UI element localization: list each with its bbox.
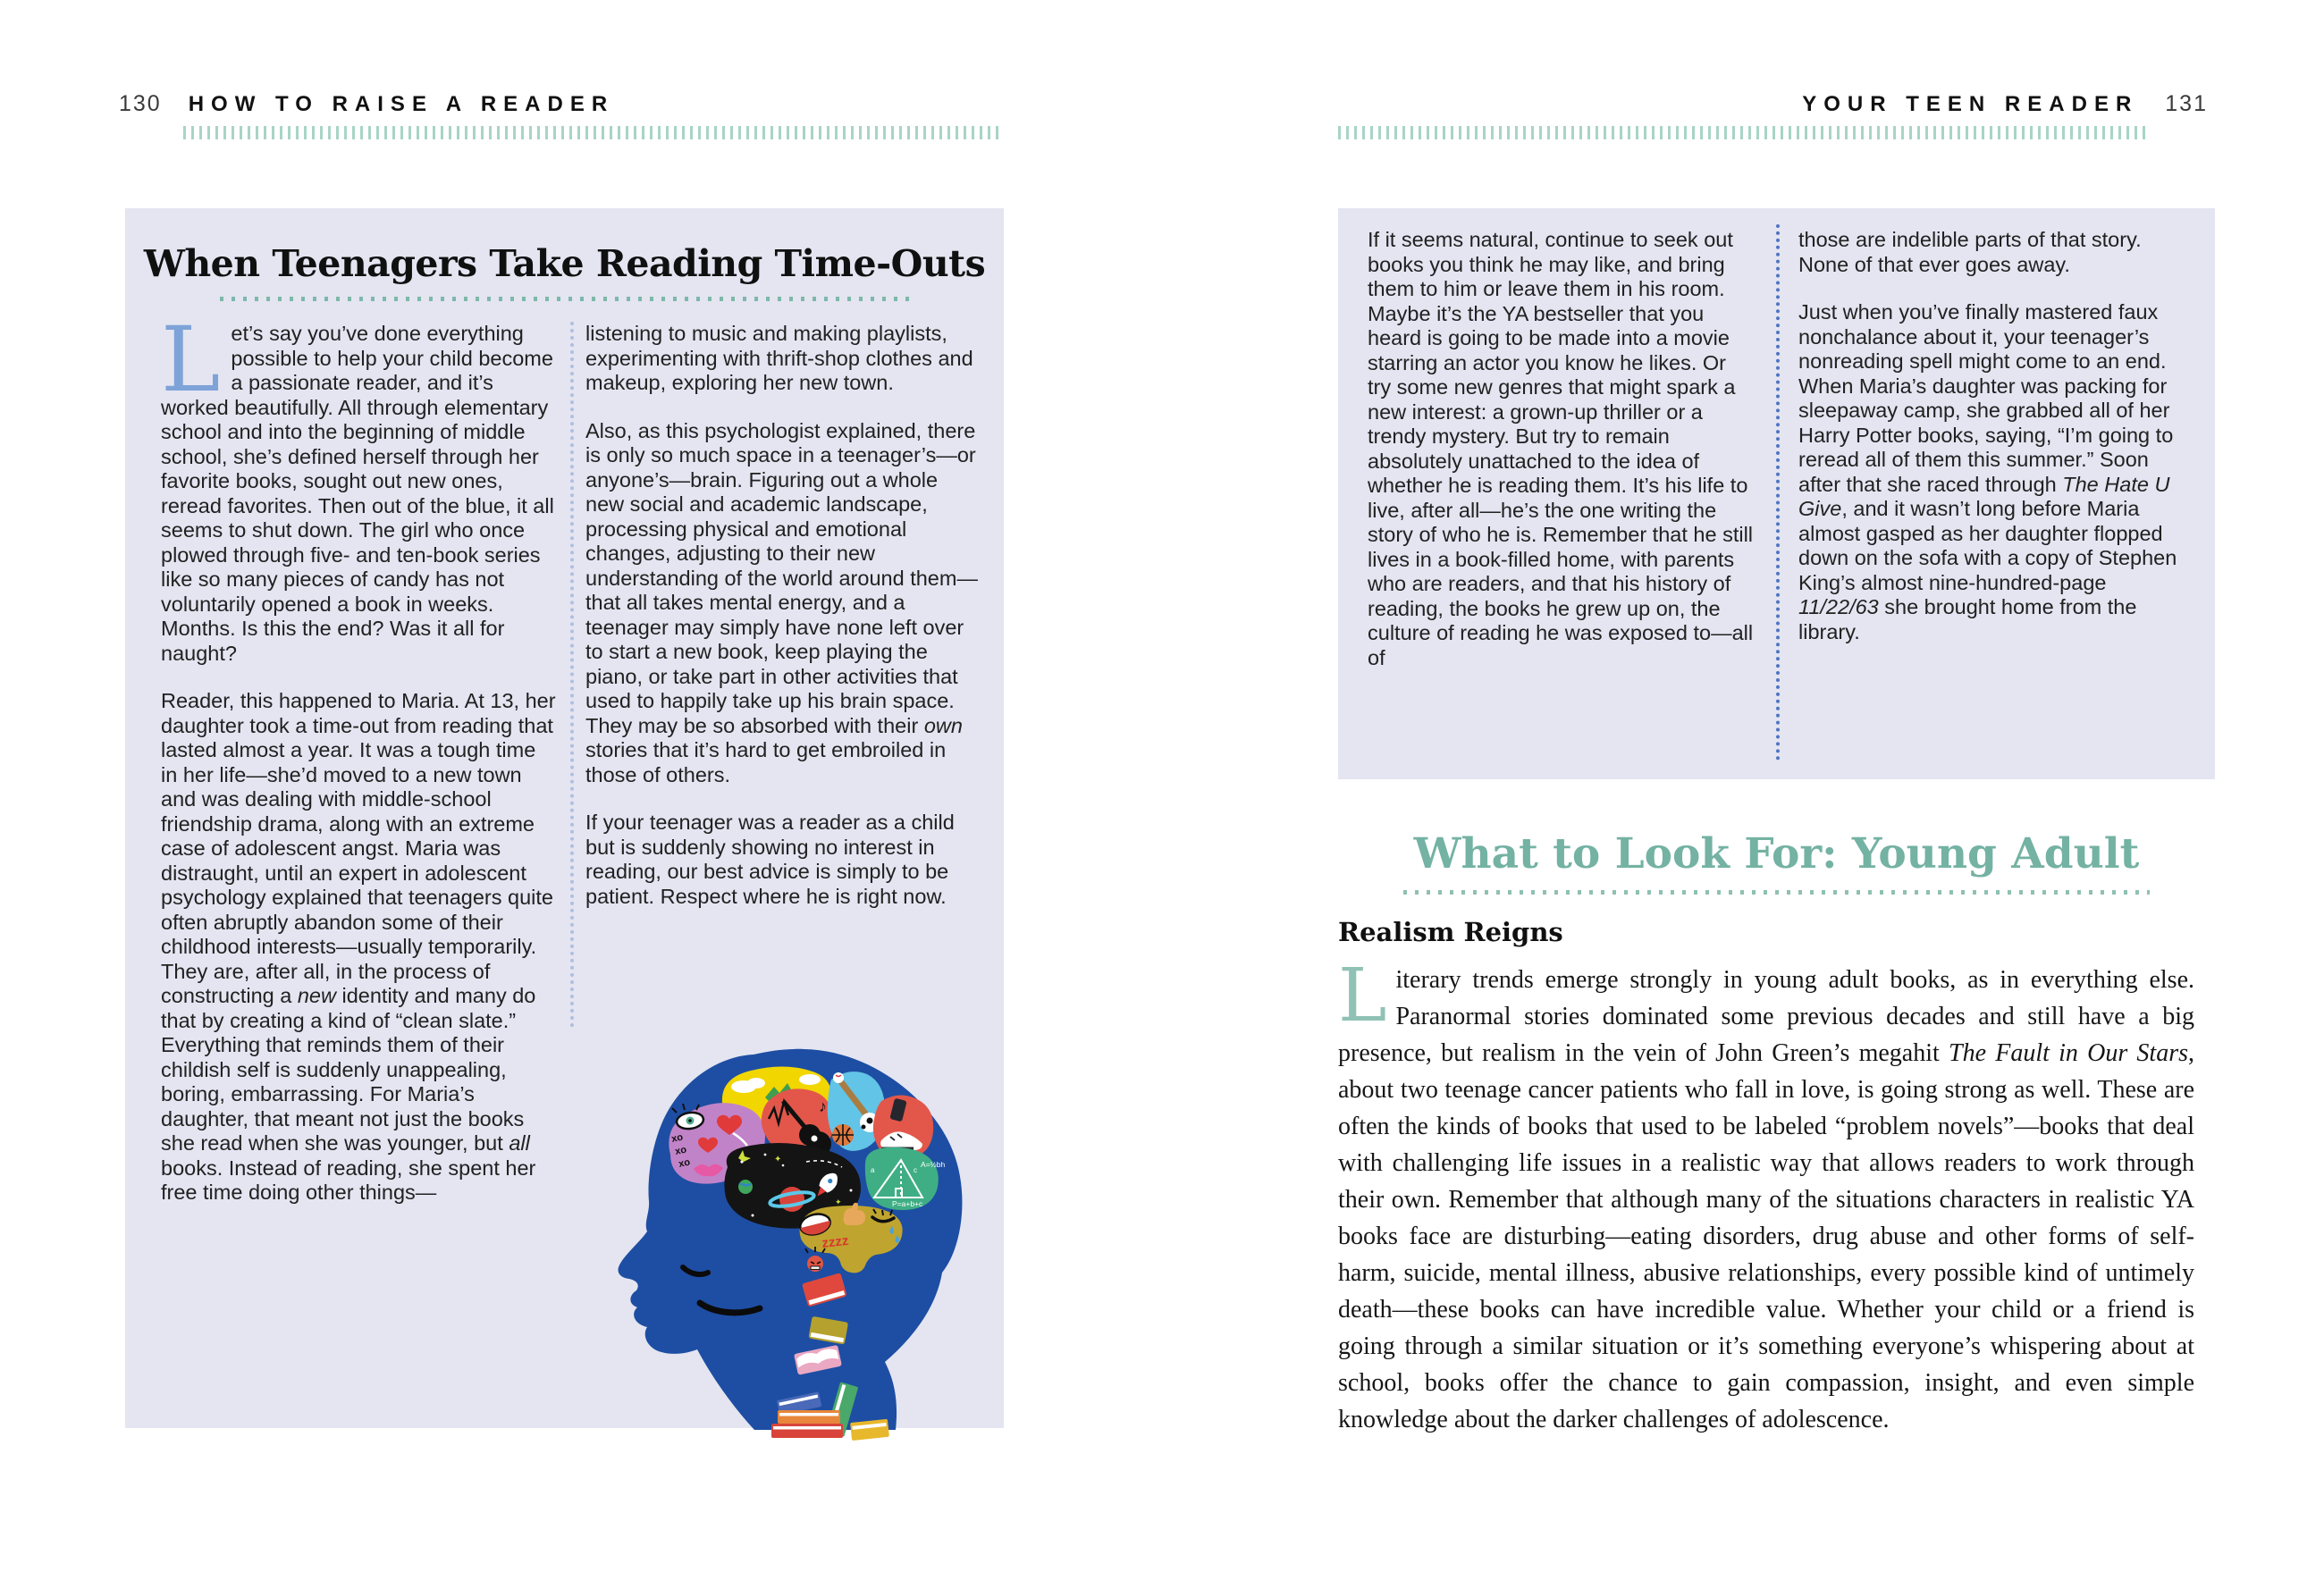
running-head-left-title: HOW TO RAISE A READER xyxy=(188,92,615,116)
paragraph-text: iterary trends emerge strongly in young adult books, as in everything else. Paranormal stories dominated some previous decades and still have a big presence, but realism in the vein of John Green’s megahit The Fault in Our Stars, about two teenage cancer patients who fall in love, is going strong as well. These are often the kinds of books that used to be labeled “problem novels”—books that deal with challenging life issues in a realistic way that allows readers to work through their own. Remember that although many of the situations characters in realistic YA books face are disturbing—eating disorders, drug abuse and other forms of self-harm, suicide, mental illness, abusive relationships, every possible kind of untimely death—these books can have incredible value. Whether your child or a friend is going through a similar situation or it’s something everyone’s whispering about at school, books offer the chance to gain compassion, insight, and even simple knowledge about the darker challenges of adolescence. xyxy=(1338,966,2195,1433)
paragraph: those are indelible parts of that story. None of that ever goes away. xyxy=(1798,228,2142,276)
tick-rule-right xyxy=(1338,126,2145,139)
left-panel-title-block xyxy=(125,242,1004,302)
baseball-icon xyxy=(833,1072,844,1083)
svg-text:xo: xo xyxy=(674,1144,688,1157)
svg-text:✦: ✦ xyxy=(835,1198,842,1206)
music-note-icon: ♪ xyxy=(819,1097,827,1115)
svg-text:P=a+b+c: P=a+b+c xyxy=(892,1199,923,1208)
earth-icon xyxy=(738,1180,753,1194)
basketball-icon xyxy=(832,1124,854,1146)
right-panel-column-2 xyxy=(1798,228,2185,668)
running-head-left xyxy=(119,91,614,117)
section-dotted-rule xyxy=(1403,889,2150,895)
page-number-left: 130 xyxy=(119,91,162,116)
paragraph-text: et’s say you’ve done everything possible to help your child become a passionate reader, and it’s worked beautifully. All through elementary school and into the beginning of middle school, she’s defined herself through her favorite books, sought out new ones, reread favorites. Then out of the blue, it all seems to shut down. The girl who once plowed through five- and ten-book series like so many pieces of candy has not voluntarily opened a book in weeks. Months. Is this the end? Was it all for naught? xyxy=(161,322,554,665)
left-panel-column-2 xyxy=(585,322,979,932)
xo-doodle: xo xyxy=(670,1131,685,1145)
column-divider-dots-left xyxy=(570,322,574,1028)
section-paragraph xyxy=(1338,954,2195,1438)
zzzz-doodle: zzzz xyxy=(821,1232,850,1251)
right-feature-panel xyxy=(1338,208,2215,779)
paragraph: Also, as this psychologist explained, there is only so much space in a teenager’s—or anyone’s—brain. Figuring out a whole new social and academic landscape, processing physical and emotional changes, adjusting to their new understanding of the world around them—that all takes mental energy, and a teenager may simply have none left over to start a new book, keep playing the piano, or take part in other activities that used to happily take up his brain space. They may be so absorbed with their own stories that it’s hard to get embroiled in those of others. xyxy=(585,418,978,786)
dropcap-letter: L xyxy=(1338,954,1387,1038)
svg-text:✦: ✦ xyxy=(774,1155,782,1164)
running-head-right-title: YOUR TEEN READER xyxy=(1802,92,2139,116)
svg-text:c: c xyxy=(914,1166,917,1174)
subsection-heading: Realism Reigns xyxy=(1338,917,1563,947)
page-number-right: 131 xyxy=(2165,91,2208,116)
left-panel-column-1 xyxy=(161,307,556,1229)
paragraph: Just when you’ve finally mastered faux nonchalance about it, your teenager’s nonreading spell might come to an end. When Maria’s daughter was packing for sleepaway camp, she grabbed all of her Harry Potter books, saying, “I’m going to reread all of them this summer.” Soon after that she raced through The Hate U Give, and it wasn’t long before Maria almost gasped as her daughter flopped down on the sofa with a copy of Stephen King’s almost nine-hundred-page 11/22/63 she brought home from the library. xyxy=(1798,300,2177,643)
teen-head-illustration xyxy=(608,1047,1001,1458)
column-divider-dots-right xyxy=(1776,224,1780,761)
paragraph: Reader, this happened to Maria. At 13, her daughter took a time-out from reading that lasted almost a year. It was a tough time in her life—she’d moved to a new town and was dealing with middle-school friendship drama, along with an extreme case of adolescent angst. Maria was distraught, until an expert in adolescent psychology explained that teenagers quite often abruptly abandon some of their childhood interests—usually temporarily. They are, after all, in the process of constructing a new identity and many do that by creating a kind of “clean slate.” Everything that reminds them of their childish self is suddenly unappealing, boring, embarrassing. For Maria’s daughter, that meant not just the books she read when she was younger, but all books. Instead of reading, she spent her free time doing other things— xyxy=(161,689,556,1204)
paragraph: If your teenager was a reader as a child but is suddenly showing no interest in reading, our best advice is simply to be patient. Respect where he is right now. xyxy=(585,811,955,908)
svg-text:a: a xyxy=(871,1166,875,1174)
svg-text:A=½bh: A=½bh xyxy=(921,1160,946,1169)
paragraph: If it seems natural, continue to seek out books you think he may like, and bring them to him or leave them in his room. Maybe it’s the YA bestseller that you heard is going to be made into a movie starring an actor you know he likes. Or try some new genres that might spark a new interest: a grown-up thriller or a trendy mystery. But try to remain absolutely unattached to the idea of whether he is reading them. It’s his life to live, after all—he’s the one writing the story of who he is. Remember that he still lives in a book-filled home, with parents who are readers, and that his history of reading, the books he grew up on, the culture of reading he was exposed to—all of xyxy=(1368,228,1754,669)
svg-text:xo: xo xyxy=(678,1156,692,1170)
paragraph: listening to music and making playlists, experimenting with thrift-shop clothes and makeup, exploring her new town. xyxy=(585,322,973,394)
running-head-right xyxy=(1338,91,2208,117)
paragraph xyxy=(161,307,556,666)
tick-rule-left xyxy=(183,126,1001,139)
section-heading-block xyxy=(1338,829,2215,895)
left-panel-title: When Teenagers Take Reading Time-Outs xyxy=(143,242,986,285)
title-dotted-rule xyxy=(220,296,910,302)
section-heading: What to Look For: Young Adult xyxy=(1413,829,2140,878)
dropcap-letter: L xyxy=(161,307,221,412)
right-panel-column-1 xyxy=(1368,228,1754,693)
